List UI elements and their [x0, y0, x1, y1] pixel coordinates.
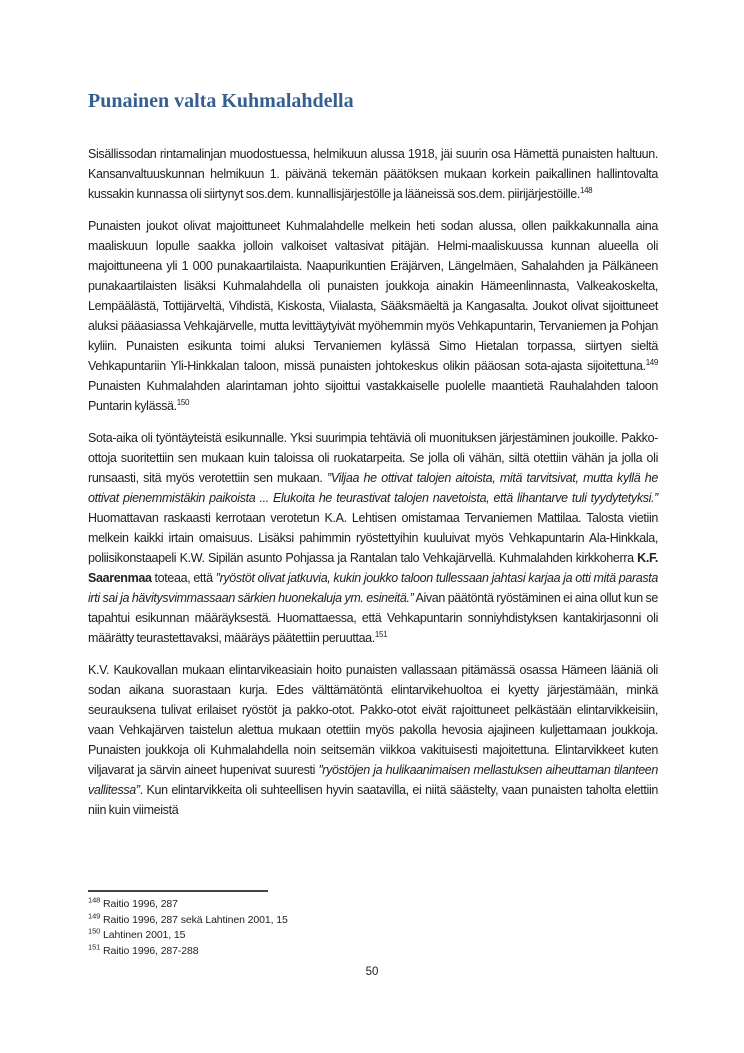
body-paragraph [88, 144, 658, 204]
text-run: K.V. Kaukovallan mukaan elintarvikeasiain hoito punaisten vallassaan pitämässä osassa Hämeen lääniä oli sodan aikana suorastaan kurja. Edes välttämätöntä elintarvikehuoltoa ei kyetty järjestämään, minkä seurauksena tulivat erilaiset ryöstöt ja pakko-otot. Pakko-otot eivät rajoittuneet pelkästään elintarvikkeisiin, vaan Vehkajärven taistelun alettua mukaan otettiin myös pakolla hevosia ajajineen kuljettamaan joukkoja. Punaisten joukkoja oli Kuhmalahdella noin seitsemän viikkoa vakituisesti majoitettuna. Elintarvikkeet kuten viljavarat ja särvin aineet hupenivat suuresti [88, 663, 658, 777]
footnote-area [88, 890, 658, 959]
footnote-separator [88, 890, 268, 892]
footnote-text: Raitio 1996, 287 [100, 898, 178, 910]
footnote-text: Raitio 1996, 287-288 [100, 944, 199, 957]
text-run: toteaa, että [151, 571, 216, 585]
footnote-ref: 151 [374, 629, 388, 639]
text-run: Sisällissodan rintamalinjan muodostuessa, helmikuun alussa 1918, jäi suurin osa Hämettä punaisten haltuun. Kansanvaltuuskunnan helmikuun 1. päivänä tekemän päätöksen mukaan korkein paikallinen hallintovalta kussakin kunnassa oli siirtynyt sos.dem. kunnallisjärjestölle ja lääneissä sos.dem. piirijärjestöille. [88, 147, 658, 201]
quoted-text: ”ryöstöjen ja hulikaanimaisen mellastuksen aiheuttaman tilanteen vallitessa” [88, 763, 658, 797]
footnote-list [88, 897, 658, 959]
body-paragraph [88, 660, 658, 820]
footnote-ref: 150 [176, 397, 190, 407]
footnote [88, 944, 658, 960]
text-run: Punaisten joukot olivat majoittuneet Kuhmalahdelle melkein heti sodan alussa, ollen paikkakunnalla aina maaliskuun lopulle saakka jolloin valkoiset valtasivat pitäjän. Helmi-maaliskuussa kunnan alueella oli majoittuneena yli 1 000 punakaartilaista. Naapurikuntien Eräjärven, Längelmäen, Sahalahden ja Pälkäneen punakaartilaisten lisäksi Kuhmalahdella oli punaisten joukkoja ainakin Hämeenlinnasta, Valkeakoskelta, Lempäälästä, Tottijärveltä, Vihdistä, Kiskosta, Viialasta, Sääksmäeltä ja Kangasalta. Joukot olivat sijoittuneet aluksi pääasiassa Vehkajärvelle, mutta levittäytyivät myöhemmin myös Vehkapuntarin, Tervaniemen ja Pohjan kyliin. Punaisten esikunta toimi aluksi Tervaniemen kylässä Simo Hietalan torpassa, siirtyen sieltä Vehkapuntariin Yli-Hinkkalan taloon, missä punaisten johtokeskus olikin pääosan sota-ajasta sijoitettuna. [88, 219, 658, 373]
footnote [88, 913, 658, 929]
quoted-text: ”ryöstöt olivat jatkuvia, kukin joukko taloon tullessaan jahtasi karjaa ja otti mitä parasta irti sai ja hävitysvimmassaan särkien huonekaluja ym. esineitä.” [88, 571, 658, 605]
body-text [88, 144, 658, 820]
text-run: Sota-aika oli työntäyteistä esikunnalle. Yksi suurimpia tehtäviä oli muonituksen järjestäminen joukoille. Pakko-ottoja suoritettiin sen mukaan kuin taloissa oli ruokatarpeita. Se jolla oli vähän, siltä otettiin vähän ja jolla oli runsaasti, sitä myös verotettiin sen mukaan. [88, 431, 658, 485]
quoted-text: ”Viljaa he ottivat talojen aitoista, mitä tarvitsivat, mutta kyllä he ottivat pienemmistäkin paikoista ... Elukoita he teurastivat talojen navetoista, että lihantarve tuli tyydytetyksi.” [88, 471, 658, 505]
footnote-number: 151 [88, 942, 101, 951]
footnote-number: 150 [88, 926, 101, 936]
footnote [88, 928, 658, 944]
text-run: . Kun elintarvikkeita oli suhteellisen hyvin saatavilla, ei niitä säästelty, vaan punaisten taholta elettiin niin kuin viimeistä [88, 783, 658, 817]
footnote-ref: 149 [645, 357, 658, 367]
body-paragraph [88, 216, 658, 416]
text-run: Punaisten Kuhmalahden alarintaman johto sijoittui vastakkaiselle puolelle maantietä Rauhalahden taloon Puntarin kylässä. [88, 379, 658, 413]
person-name: K.F. Saarenmaa [88, 551, 658, 585]
page-number: 50 [365, 966, 379, 978]
body-paragraph [88, 428, 658, 648]
text-run: Huomattavan raskaasti kerrotaan verotetun K.A. Lehtisen omistamaa Tervaniemen Mattilaa. Talosta vietiin melkein kaikki irtain omaisuus. Lisäksi pahimmin ryöstettyihin kuuluivat myös Vehkapuntarin Ala-Hinkkala, poliisikonstaapeli K.W. Sipilän asunto Pohjassa ja Rantalan talo Vehkajärvellä. Kuhmalahden kirkkoherra [88, 511, 658, 565]
footnote-number: 148 [88, 895, 101, 905]
footnote-text: Raitio 1996, 287 sekä Lahtinen 2001, 15 [100, 913, 288, 926]
footnote-number: 149 [88, 911, 101, 920]
footnote [88, 897, 658, 913]
text-run: Aivan päätöntä ryöstäminen ei aina ollut kun se tapahtui esikunnan määräyksestä. Huomattaessa, että Vehkapuntarin sonniyhdistyksen kantakirjasonni oli määrätty teurastettavaksi, määräys päätettiin peruuttaa. [88, 591, 659, 645]
footnote-text: Lahtinen 2001, 15 [100, 929, 186, 941]
page-title: Punainen valta Kuhmalahdella [88, 90, 354, 112]
footnote-ref: 148 [579, 185, 593, 195]
